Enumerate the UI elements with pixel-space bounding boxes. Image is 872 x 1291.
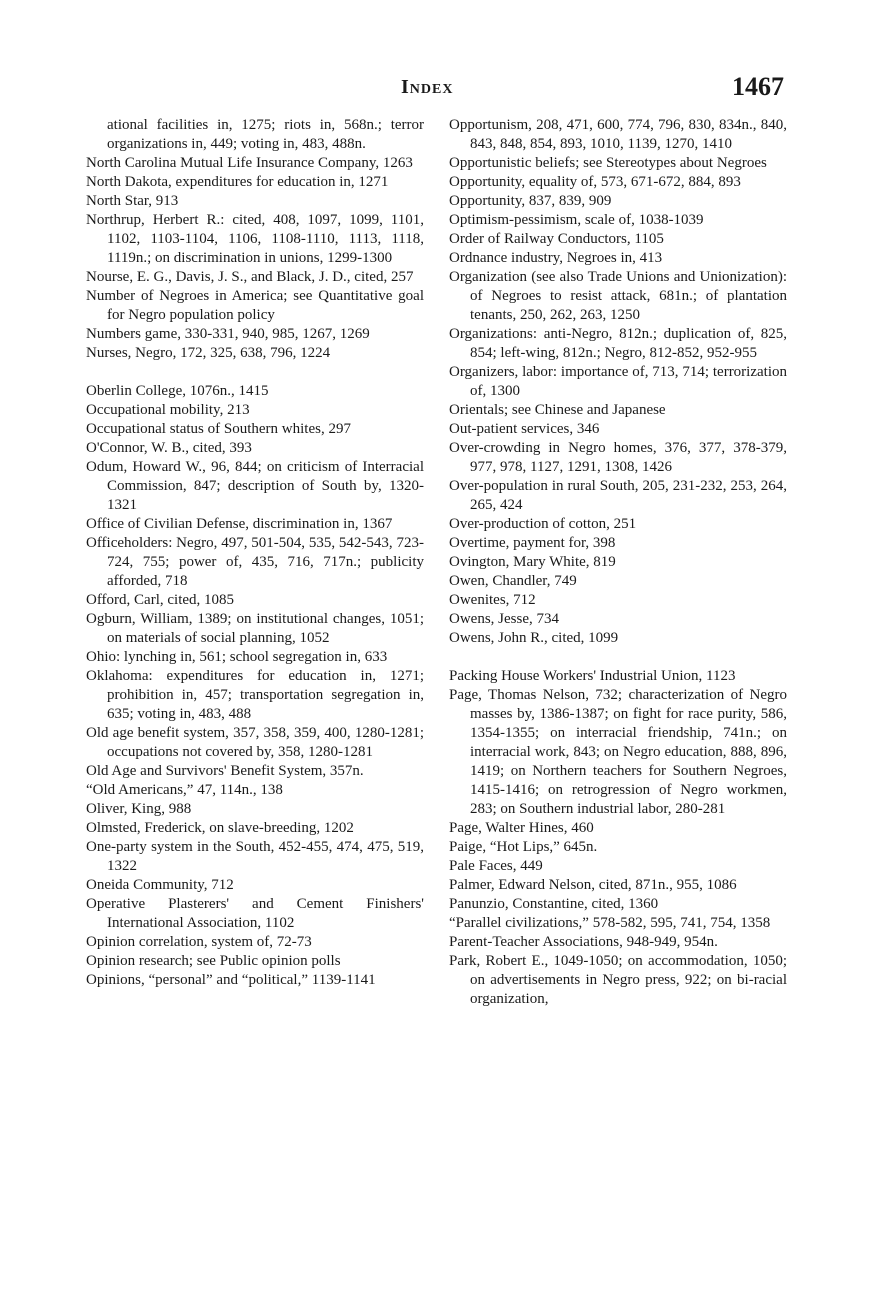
index-entry: Pale Faces, 449 [449,858,543,874]
index-entry: Panunzio, Constantine, cited, 1360 [449,896,659,912]
index-entry: Ohio: lynching in, 561; school segregation in, 633 [86,649,388,665]
index-entry: One-party system in the South, 452-455, 474, 475, 519, 1322 [86,839,424,874]
index-entry: Oberlin College, 1076n., 1415 [86,383,269,399]
index-entry: Opinion correlation, system of, 72-73 [86,934,312,950]
index-entry: Optimism-pessimism, scale of, 1038-1039 [449,212,704,228]
index-column-right [449,116,787,1009]
index-entry: Overtime, payment for, 398 [449,535,616,551]
index-entry: Nurses, Negro, 172, 325, 638, 796, 1224 [86,345,331,361]
index-entry: Opinions, “personal” and “political,” 1139-1141 [86,972,376,988]
section-gap [86,363,424,382]
index-entry: Owens, John R., cited, 1099 [449,630,619,646]
index-entry: Owens, Jesse, 734 [449,611,559,627]
index-entry: Packing House Workers' Industrial Union, 1123 [449,668,736,684]
index-entry: Paige, “Hot Lips,” 645n. [449,839,598,855]
index-entry: Oliver, King, 988 [86,801,192,817]
index-entry: Owen, Chandler, 749 [449,573,577,589]
running-header-title: Index [401,76,454,98]
index-entry: Officeholders: Negro, 497, 501-504, 535, 542-543, 723-724, 755; power of, 435, 716, 717n.; publicity afforded, 718 [86,535,424,589]
index-entry: Orientals; see Chinese and Japanese [449,402,666,418]
index-entry: Nourse, E. G., Davis, J. S., and Black, J. D., cited, 257 [86,269,414,285]
index-entry: “Old Americans,” 47, 114n., 138 [86,782,283,798]
index-entry: Odum, Howard W., 96, 844; on criticism of Interracial Commission, 847; description of South by, 1320-1321 [86,459,424,513]
index-entry: Operative Plasterers' and Cement Finishers' International Association, 1102 [86,896,424,931]
index-entry: Over-production of cotton, 251 [449,516,637,532]
index-entry: Numbers game, 330-331, 940, 985, 1267, 1269 [86,326,370,342]
index-entry: Parent-Teacher Associations, 948-949, 954n. [449,934,718,950]
index-entry: Opportunistic beliefs; see Stereotypes about Negroes [449,155,767,171]
index-entry: Opinion research; see Public opinion polls [86,953,341,969]
index-entry: Organizations: anti-Negro, 812n.; duplication of, 825, 854; left-wing, 812n.; Negro, 812-852, 952-955 [449,326,787,361]
index-entry: Organization (see also Trade Unions and Unionization): of Negroes to resist attack, 681n.; of plantation tenants, 250, 262, 263, 1250 [449,269,787,323]
index-entry: Ogburn, William, 1389; on institutional changes, 1051; on materials of social planning, 1052 [86,611,424,646]
index-entry: ational facilities in, 1275; riots in, 568n.; terror organizations in, 449; voting in, 483, 488n. [107,117,424,152]
index-entry: Palmer, Edward Nelson, cited, 871n., 955, 1086 [449,877,737,893]
index-entry: Out-patient services, 346 [449,421,600,437]
index-entry: North Carolina Mutual Life Insurance Company, 1263 [86,155,413,171]
index-entry: Owenites, 712 [449,592,536,608]
index-entry: Page, Walter Hines, 460 [449,820,594,836]
index-entry: Occupational status of Southern whites, 297 [86,421,351,437]
index-entry: Over-population in rural South, 205, 231-232, 253, 264, 265, 424 [449,478,787,513]
index-entry: Ordnance industry, Negroes in, 413 [449,250,663,266]
index-entry: Old age benefit system, 357, 358, 359, 400, 1280-1281; occupations not covered by, 358, 1280-1281 [86,725,424,760]
index-entry: Old Age and Survivors' Benefit System, 357n. [86,763,364,779]
index-entry: North Star, 913 [86,193,179,209]
section-gap [449,648,787,667]
index-entry: Oklahoma: expenditures for education in, 1271; prohibition in, 457; transportation segregation in, 635; voting in, 483, 488 [86,668,424,722]
index-entry: Page, Thomas Nelson, 732; characterization of Negro masses by, 1386-1387; on fight for race purity, 586, 1354-1355; on interracial friendship, 741n.; on interracial work, 843; on Negro education, 888, 896, 1419; on Northern teachers for Southern Negroes, 1415-1416; on retrogression of Negro workmen, 283; on Southern industrial labor, 280-281 [449,687,787,817]
page-number: 1467 [732,72,784,101]
index-entry: Occupational mobility, 213 [86,402,250,418]
index-column-left [86,116,424,990]
index-entry: Number of Negroes in America; see Quantitative goal for Negro population policy [86,288,424,323]
index-entry: Olmsted, Frederick, on slave-breeding, 1202 [86,820,354,836]
index-entry: Opportunism, 208, 471, 600, 774, 796, 830, 834n., 840, 843, 848, 854, 893, 1010, 1139, 1270, 1410 [449,117,787,152]
index-entry: Opportunity, 837, 839, 909 [449,193,612,209]
index-entry: Northrup, Herbert R.: cited, 408, 1097, 1099, 1101, 1102, 1103-1104, 1106, 1108-1110, 1113, 1118, 1119n.; on discrimination in unions, 1299-1300 [86,212,424,266]
index-entry: Organizers, labor: importance of, 713, 714; terrorization of, 1300 [449,364,787,399]
index-entry: Ovington, Mary White, 819 [449,554,616,570]
index-entry: Oneida Community, 712 [86,877,234,893]
index-entry: Order of Railway Conductors, 1105 [449,231,664,247]
index-entry: O'Connor, W. B., cited, 393 [86,440,252,456]
index-entry: Over-crowding in Negro homes, 376, 377, 378-379, 977, 978, 1127, 1291, 1308, 1426 [449,440,787,475]
index-entry: Park, Robert E., 1049-1050; on accommodation, 1050; on advertisements in Negro press, 922; on bi-racial organization, [449,953,787,1007]
index-entry: “Parallel civilizations,” 578-582, 595, 741, 754, 1358 [449,915,771,931]
index-entry: Opportunity, equality of, 573, 671-672, 884, 893 [449,174,741,190]
index-entry: Offord, Carl, cited, 1085 [86,592,235,608]
index-entry: North Dakota, expenditures for education in, 1271 [86,174,389,190]
index-entry: Office of Civilian Defense, discrimination in, 1367 [86,516,393,532]
